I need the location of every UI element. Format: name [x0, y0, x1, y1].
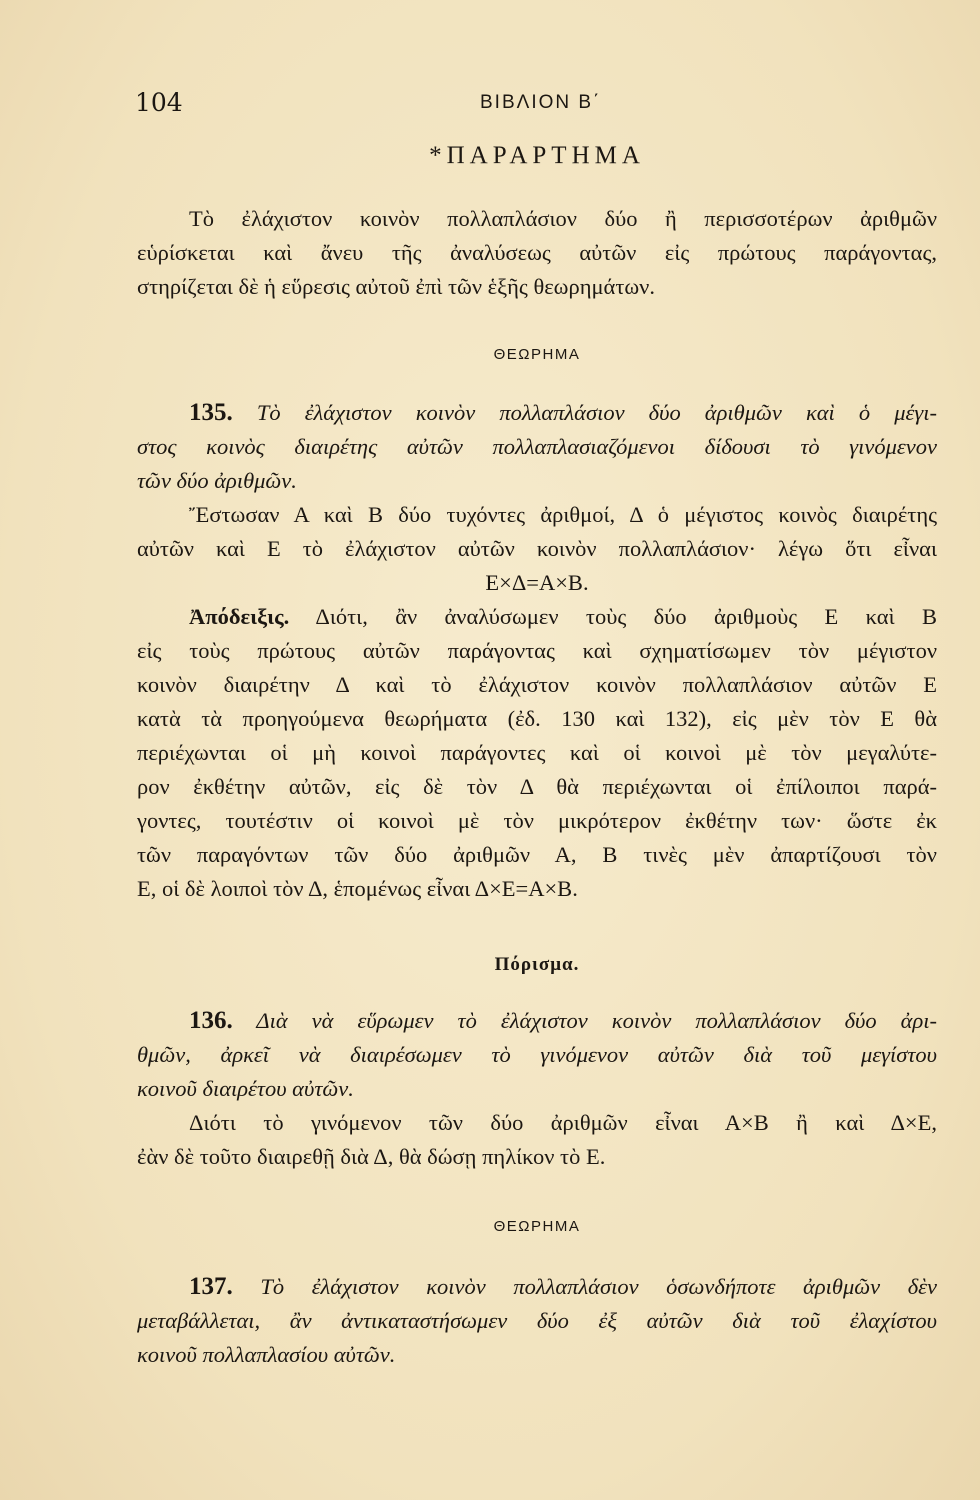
intro-paragraph	[137, 202, 937, 304]
theorem-135	[137, 396, 937, 906]
theorem-number: 135.	[189, 399, 233, 426]
statement-line: 136. Διὰ νὰ εὕρωμεν τὸ ἐλάχιστον κοινὸν πολλαπλάσιον δύο ἀρι-	[189, 1007, 938, 1034]
proof-line: ρον ἐκθέτην αὐτῶν, εἰς δὲ τὸν Δ θὰ περιέχωνται οἱ ἐπίλοιποι παρά-	[137, 774, 937, 799]
theorem-heading: ΘΕΩΡΗΜΑ	[493, 346, 581, 363]
proof-line: περιέχωνται οἱ μὴ κοινοὶ παράγοντες καὶ οἱ κοινοὶ μὲ τὸν μεγαλύτε-	[137, 740, 937, 765]
theorem-statement-line: 135. Τὸ ἐλάχιστον κοινὸν πολλαπλάσιον δύο ἀριθμῶν καὶ ὁ μέγι-	[189, 399, 937, 426]
statement-line: θμῶν, ἀρκεῖ νὰ διαιρέσωμεν τὸ γινόμενον αὐτῶν διὰ τοῦ μεγίστου	[137, 1042, 937, 1067]
proof-line: Ε, οἱ δὲ λοιποὶ τὸν Δ, ἑπομένως εἶναι Δ×Ε=Α×Β.	[137, 876, 578, 901]
text-line: Ἔστωσαν Α καὶ Β δύο τυχόντες ἀριθμοί, Δ ὁ μέγιστος κοινὸς διαιρέτης	[189, 502, 937, 527]
theorem-heading: ΘΕΩΡΗΜΑ	[493, 1218, 581, 1235]
text-line: αὐτῶν καὶ Ε τὸ ἐλάχιστον αὐτῶν κοινὸν πολλαπλάσιον· λέγω ὅτι εἶναι	[137, 536, 937, 561]
theorem-statement-line: μεταβάλλεται, ἂν ἀντικαταστήσωμεν δύο ἐξ αὐτῶν διὰ τοῦ ἐλαχίστου	[137, 1308, 937, 1333]
proof-line: εἰς τοὺς πρώτους αὐτῶν παράγοντας καὶ σχηματίσωμεν τὸν μέγιστον	[137, 638, 937, 663]
proof-line: τῶν παραγόντων τῶν δύο ἀριθμῶν Α, Β τινὲς μὲν ἀπαρτίζουσι τὸν	[137, 842, 937, 867]
running-header	[135, 88, 935, 118]
theorem-statement-line: τῶν δύο ἀριθμῶν.	[137, 468, 297, 493]
theorem-statement-line: κοινοῦ πολλαπλασίου αὐτῶν.	[137, 1342, 396, 1367]
formula: Ε×Δ=Α×Β.	[485, 570, 589, 595]
theorem-number: 137.	[189, 1273, 233, 1300]
text-line: ἐὰν δὲ τοῦτο διαιρεθῇ διὰ Δ, θὰ δώσῃ πηλίκον τὸ Ε.	[137, 1144, 606, 1169]
proof-line: Ἀπόδειξις. Διότι, ἂν ἀναλύσωμεν τοὺς δύο ἀριθμοὺς Ε καὶ Β	[189, 604, 937, 629]
statement-line: κοινοῦ διαιρέτου αὐτῶν.	[137, 1076, 354, 1101]
theorem-statement-line: στος κοινὸς διαιρέτης αὐτῶν πολλαπλασιαζόμενοι δίδουσι τὸ γινόμενον	[137, 434, 937, 459]
appendix-title: *ΠΑΡΑΡΤΗΜΑ	[429, 142, 645, 169]
text-line: Τὸ ἐλάχιστον κοινὸν πολλαπλάσιον δύο ἢ περισσοτέρων ἀριθμῶν	[189, 206, 937, 231]
text-line: Διότι τὸ γινόμενον τῶν δύο ἀριθμῶν εἶναι Α×Β ἢ καὶ Δ×Ε,	[189, 1110, 937, 1135]
running-title: ΒΙΒΛΙΟΝ Β΄	[480, 92, 602, 113]
proof-line: κατὰ τὰ προηγούμενα θεωρήματα (ἐδ. 130 καὶ 132), εἰς μὲν τὸν Ε θὰ	[137, 706, 937, 731]
theorem-137	[137, 1270, 937, 1372]
proof-line: γοντες, τουτέστιν οἱ κοινοὶ μὲ τὸν μικρότερον ἐκθέτην των· ὥστε ἐκ	[137, 808, 937, 833]
page-number: 104	[135, 88, 183, 117]
theorem-statement-line: 137. Τὸ ἐλάχιστον κοινὸν πολλαπλάσιον ὁσωνδήποτε ἀριθμῶν δὲν	[189, 1273, 938, 1300]
corollary-heading: Πόρισμα.	[494, 954, 580, 975]
item-136	[137, 1004, 937, 1174]
proof-label: Ἀπόδειξις.	[189, 604, 290, 629]
text-line: στηρίζεται δὲ ἡ εὕρεσις αὐτοῦ ἐπὶ τῶν ἑξῆς θεωρημάτων.	[137, 274, 655, 299]
proof-line: κοινὸν διαιρέτην Δ καὶ τὸ ἐλάχιστον κοινὸν πολλαπλάσιον αὐτῶν Ε	[137, 672, 937, 697]
text-line: εὑρίσκεται καὶ ἄνευ τῆς ἀναλύσεως αὐτῶν εἰς πρώτους παράγοντας,	[137, 240, 937, 265]
item-number: 136.	[189, 1007, 233, 1034]
